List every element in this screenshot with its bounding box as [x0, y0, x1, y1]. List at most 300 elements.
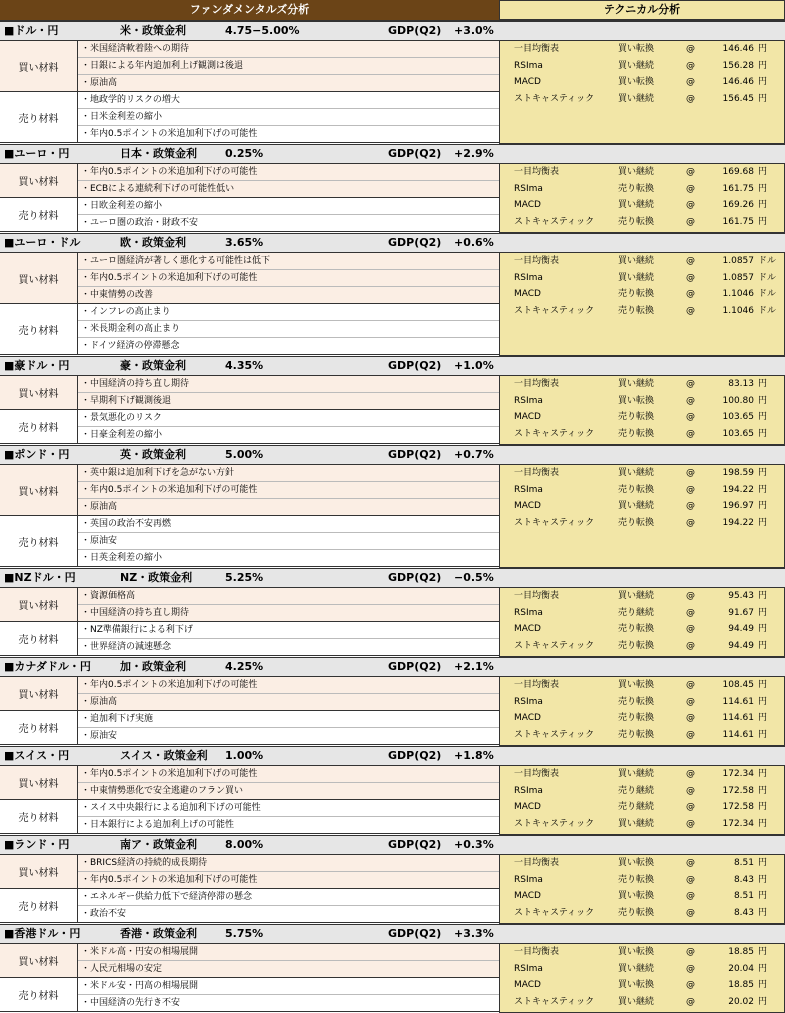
factor-item: ・米長期金利の高止まり [78, 321, 499, 338]
indicator-name: MACD [514, 624, 541, 634]
price-unit: 円 [758, 640, 768, 651]
price-value: 196.97 [722, 501, 754, 511]
indicator-name: RSIma [514, 183, 543, 194]
price-unit: 円 [758, 769, 768, 779]
sell-label: 売り材料 [0, 889, 78, 922]
technical-column [499, 253, 785, 356]
buy-label: 買い材料 [0, 465, 78, 515]
price-value: 18.85 [728, 980, 754, 990]
technical-row [500, 426, 784, 443]
factor-item: ・中国経済の先行き不安 [81, 998, 181, 1008]
indicator-name: RSIma [514, 785, 543, 796]
signal-status: 売り継続 [618, 802, 655, 812]
technical-row [500, 944, 784, 961]
technical-row [500, 91, 784, 108]
technical-row [500, 816, 784, 833]
price-value: 94.49 [728, 624, 754, 634]
signal-status: 買い継続 [618, 167, 655, 177]
price-value: 172.34 [722, 769, 754, 779]
gdp-label: GDP(Q2) [388, 359, 442, 372]
at-sign: @ [686, 501, 695, 511]
section-body [0, 944, 785, 1013]
signal-status: 売り転換 [618, 624, 655, 634]
at-sign: @ [686, 624, 695, 634]
section-title-row [0, 924, 785, 944]
gdp-value: +1.0% [454, 359, 494, 372]
price-unit: 円 [758, 874, 768, 885]
buy-label: 買い材料 [0, 677, 78, 710]
gdp-value: +3.3% [454, 927, 494, 940]
factor-item: ・年内0.5ポイントの米追加利下げの可能性 [78, 872, 499, 888]
at-sign: @ [686, 818, 695, 829]
factor-item: ・政治不安 [81, 909, 127, 919]
sell-label: 売り材料 [0, 516, 78, 566]
indicator-name: RSIma [514, 60, 543, 71]
indicator-name: 一目均衡表 [514, 680, 560, 690]
at-sign: @ [686, 77, 695, 87]
technical-column [499, 855, 785, 924]
factor-item: ・原油安 [81, 731, 118, 741]
currency-section [0, 746, 785, 835]
price-value: 83.13 [728, 379, 754, 389]
price-unit: 円 [758, 624, 768, 634]
factor-item: ・ドイツ経済の停滞懸念 [81, 341, 180, 351]
indicator-name: ストキャスティック [514, 818, 595, 829]
buy-label: 買い材料 [0, 376, 78, 409]
technical-row [500, 253, 784, 270]
at-sign: @ [686, 680, 695, 690]
signal-status: 買い継続 [618, 93, 655, 104]
price-value: 146.46 [722, 77, 754, 87]
price-value: 114.61 [722, 713, 754, 723]
factor-item: ・年内0.5ポイントの米追加利下げの可能性 [78, 270, 499, 287]
price-value: 8.43 [733, 907, 754, 918]
factor-item: ・インフレの高止まり [78, 304, 499, 321]
price-unit: 円 [758, 44, 768, 54]
technical-row [500, 694, 784, 711]
price-value: 94.49 [728, 640, 754, 651]
currency-section [0, 924, 785, 1013]
gdp-value: +0.3% [454, 838, 494, 851]
at-sign: @ [686, 289, 695, 299]
indicator-name: MACD [514, 891, 541, 901]
technical-row [500, 58, 784, 75]
at-sign: @ [686, 428, 695, 439]
technical-row [500, 498, 784, 515]
gdp-value: +0.7% [454, 448, 494, 461]
at-sign: @ [686, 216, 695, 227]
gdp-value: +2.1% [454, 660, 494, 673]
factor-item: ・年内0.5ポイントの米追加利下げの可能性 [78, 766, 499, 783]
price-unit: 円 [758, 395, 768, 406]
technical-row [500, 799, 784, 816]
price-unit: 円 [758, 379, 768, 389]
section-body [0, 253, 785, 356]
policy-rate-label: 日本・政策金利 [120, 147, 197, 160]
factor-item: ・日豪金利差の縮小 [81, 430, 163, 440]
factor-item: ・景気悪化のリスク [78, 410, 499, 427]
price-value: 1.1046 [722, 305, 754, 316]
policy-rate-label: 加・政策金利 [120, 660, 186, 673]
factor-item: ・米国経済軟着陸への期待 [78, 41, 499, 58]
buy-label: 買い材料 [0, 164, 78, 197]
price-unit: 円 [758, 200, 768, 210]
currency-section [0, 657, 785, 746]
section-body [0, 376, 785, 445]
technical-row [500, 783, 784, 800]
technical-row [500, 727, 784, 744]
signal-status: 買い継続 [618, 200, 655, 210]
signal-status: 買い転換 [618, 891, 655, 901]
price-unit: 円 [758, 729, 768, 740]
factor-item: ・追加利下げ実施 [78, 711, 499, 728]
signal-status: 売り継続 [618, 607, 655, 618]
indicator-name: ストキャスティック [514, 305, 595, 316]
factor-item: ・中国経済の持ち直し期待 [78, 605, 499, 621]
price-unit: 円 [758, 947, 768, 957]
signal-status: 売り転換 [618, 907, 655, 918]
buy-label: 買い材料 [0, 944, 78, 977]
signal-status: 買い転換 [618, 858, 655, 868]
at-sign: @ [686, 412, 695, 422]
price-value: 194.22 [722, 517, 754, 528]
indicator-name: ストキャスティック [514, 216, 595, 227]
price-value: 172.58 [722, 785, 754, 796]
at-sign: @ [686, 468, 695, 478]
technical-row [500, 588, 784, 605]
price-value: 172.58 [722, 802, 754, 812]
section-body [0, 588, 785, 657]
buy-factors [0, 376, 499, 410]
signal-status: 買い転換 [618, 44, 655, 54]
indicator-name: MACD [514, 77, 541, 87]
pair-name: ■ドル・円 [4, 24, 59, 37]
price-unit: 円 [758, 60, 768, 71]
indicator-name: MACD [514, 412, 541, 422]
currency-section [0, 356, 785, 445]
signal-status: 売り転換 [618, 412, 655, 422]
price-unit: 円 [758, 858, 768, 868]
gdp-label: GDP(Q2) [388, 838, 442, 851]
indicator-name: ストキャスティック [514, 996, 595, 1007]
sell-label: 売り材料 [0, 92, 78, 142]
gdp-value: −0.5% [454, 571, 494, 584]
section-title-row [0, 233, 785, 253]
factor-item: ・世界経済の減速懸念 [81, 642, 172, 652]
section-title-row [0, 21, 785, 41]
price-value: 1.0857 [722, 272, 754, 283]
factor-item: ・英国の政治不安再燃 [78, 516, 499, 533]
price-value: 161.75 [722, 216, 754, 227]
policy-rate-value: 5.25% [225, 571, 264, 584]
policy-rate-label: 米・政策金利 [120, 24, 186, 37]
technical-row [500, 164, 784, 181]
price-value: 8.43 [733, 874, 754, 885]
price-unit: ドル [758, 305, 777, 316]
technical-row [500, 409, 784, 426]
fundamentals-column [0, 588, 499, 656]
technical-row [500, 376, 784, 393]
signal-status: 売り転換 [618, 713, 655, 723]
price-value: 161.75 [722, 183, 754, 194]
policy-rate-value: 4.35% [225, 359, 264, 372]
policy-rate-label: 欧・政策金利 [120, 236, 186, 249]
indicator-name: MACD [514, 501, 541, 511]
price-unit: 円 [758, 428, 768, 439]
indicator-name: MACD [514, 713, 541, 723]
signal-status: 売り転換 [618, 696, 655, 707]
technical-column [499, 588, 785, 657]
technical-row [500, 994, 784, 1011]
factor-item: ・中国経済の持ち直し期待 [78, 376, 499, 393]
factor-item: ・原油高 [78, 499, 499, 515]
factor-item: ・年内0.5ポイントの米追加利下げの可能性 [81, 129, 258, 139]
price-unit: 円 [758, 785, 768, 796]
technical-row [500, 74, 784, 91]
gdp-label: GDP(Q2) [388, 749, 442, 762]
buy-factors [0, 677, 499, 711]
signal-status: 売り転換 [618, 484, 655, 495]
price-value: 114.61 [722, 729, 754, 740]
policy-rate-value: 5.75% [225, 927, 264, 940]
indicator-name: MACD [514, 289, 541, 299]
indicator-name: 一目均衡表 [514, 947, 560, 957]
buy-factors [0, 855, 499, 889]
factor-item: ・ユーロ圏経済が著しく悪化する可能性は低下 [78, 253, 499, 270]
currency-sections [0, 21, 785, 1013]
gdp-value: +1.8% [454, 749, 494, 762]
price-unit: 円 [758, 696, 768, 707]
price-value: 103.65 [722, 412, 754, 422]
buy-factors [0, 164, 499, 198]
price-unit: 円 [758, 468, 768, 478]
buy-label: 買い材料 [0, 41, 78, 91]
sell-label: 売り材料 [0, 978, 78, 1011]
price-value: 169.26 [722, 200, 754, 210]
at-sign: @ [686, 607, 695, 618]
gdp-value: +2.9% [454, 147, 494, 160]
sell-factors [0, 711, 499, 745]
factor-item: ・英中銀は追加利下げを急がない方針 [78, 465, 499, 482]
price-value: 95.43 [728, 591, 754, 601]
factor-item: ・年内0.5ポイントの米追加利下げの可能性 [78, 164, 499, 181]
technical-row [500, 766, 784, 783]
buy-label: 買い材料 [0, 253, 78, 303]
sell-factors [0, 304, 499, 355]
technical-column [499, 41, 785, 144]
technical-row [500, 465, 784, 482]
section-title-row [0, 144, 785, 164]
pair-name: ■豪ドル・円 [4, 359, 70, 372]
at-sign: @ [686, 167, 695, 177]
sell-label: 売り材料 [0, 304, 78, 354]
gdp-value: +0.6% [454, 236, 494, 249]
factor-item: ・スイス中央銀行による追加利下げの可能性 [78, 800, 499, 817]
header-row [0, 0, 785, 21]
indicator-name: 一目均衡表 [514, 44, 560, 54]
at-sign: @ [686, 200, 695, 210]
price-unit: 円 [758, 891, 768, 901]
at-sign: @ [686, 785, 695, 796]
sell-factors [0, 92, 499, 143]
gdp-label: GDP(Q2) [388, 571, 442, 584]
indicator-name: RSIma [514, 874, 543, 885]
price-unit: 円 [758, 167, 768, 177]
sell-factors [0, 800, 499, 834]
fundamentals-column [0, 41, 499, 143]
section-title-row [0, 445, 785, 465]
factor-item: ・原油高 [78, 75, 499, 91]
signal-status: 売り転換 [618, 729, 655, 740]
factor-item: ・早期利下げ観測後退 [78, 393, 499, 409]
signal-status: 買い継続 [618, 769, 655, 779]
at-sign: @ [686, 517, 695, 528]
signal-status: 売り転換 [618, 216, 655, 227]
indicator-name: RSIma [514, 607, 543, 618]
signal-status: 買い継続 [618, 379, 655, 389]
price-value: 20.04 [728, 963, 754, 974]
buy-label: 買い材料 [0, 588, 78, 621]
price-value: 198.59 [722, 468, 754, 478]
at-sign: @ [686, 44, 695, 54]
at-sign: @ [686, 256, 695, 266]
technical-row [500, 872, 784, 889]
at-sign: @ [686, 963, 695, 974]
at-sign: @ [686, 980, 695, 990]
at-sign: @ [686, 769, 695, 779]
section-title-row [0, 835, 785, 855]
policy-rate-label: スイス・政策金利 [120, 749, 208, 762]
price-unit: 円 [758, 963, 768, 974]
technical-row [500, 181, 784, 198]
gdp-value: +3.0% [454, 24, 494, 37]
indicator-name: 一目均衡表 [514, 167, 560, 177]
policy-rate-value: 4.25% [225, 660, 264, 673]
technical-row [500, 393, 784, 410]
section-body [0, 164, 785, 233]
currency-section [0, 835, 785, 924]
signal-status: 買い継続 [618, 996, 655, 1007]
policy-rate-value: 3.65% [225, 236, 264, 249]
policy-rate-label: 豪・政策金利 [120, 359, 186, 372]
sell-label: 売り材料 [0, 410, 78, 443]
sell-factors [0, 889, 499, 923]
policy-rate-label: 香港・政策金利 [120, 927, 197, 940]
pair-name: ■ユーロ・ドル [4, 236, 81, 249]
price-unit: 円 [758, 907, 768, 918]
technical-row [500, 286, 784, 303]
buy-factors [0, 588, 499, 622]
price-value: 156.45 [722, 93, 754, 104]
buy-factors [0, 465, 499, 516]
signal-status: 売り転換 [618, 874, 655, 885]
indicator-name: ストキャスティック [514, 517, 595, 528]
price-unit: 円 [758, 802, 768, 812]
technical-row [500, 977, 784, 994]
gdp-label: GDP(Q2) [388, 147, 442, 160]
signal-status: 買い継続 [618, 468, 655, 478]
signal-status: 買い転換 [618, 980, 655, 990]
factor-item: ・BRICS経済の持続的成長期待 [78, 855, 499, 872]
fundamentals-column [0, 855, 499, 923]
price-unit: ドル [758, 289, 777, 299]
buy-label: 買い材料 [0, 766, 78, 799]
price-value: 1.1046 [722, 289, 754, 299]
pair-name: ■ユーロ・円 [4, 147, 70, 160]
pair-name: ■NZドル・円 [4, 571, 76, 584]
at-sign: @ [686, 907, 695, 918]
technical-row [500, 197, 784, 214]
factor-item: ・NZ準備銀行による利下げ [78, 622, 499, 639]
fundamentals-column [0, 677, 499, 745]
policy-rate-value: 4.75−5.00% [225, 24, 300, 37]
technical-column [499, 465, 785, 568]
indicator-name: ストキャスティック [514, 729, 595, 740]
price-unit: 円 [758, 980, 768, 990]
price-value: 146.46 [722, 44, 754, 54]
signal-status: 買い継続 [618, 60, 655, 71]
policy-rate-value: 8.00% [225, 838, 264, 851]
fundamentals-column [0, 944, 499, 1012]
indicator-name: ストキャスティック [514, 907, 595, 918]
indicator-name: ストキャスティック [514, 93, 595, 104]
technical-row [500, 621, 784, 638]
at-sign: @ [686, 858, 695, 868]
sell-factors [0, 622, 499, 656]
signal-status: 買い継続 [618, 501, 655, 511]
technical-column [499, 164, 785, 233]
sell-factors [0, 198, 499, 232]
pair-name: ■香港ドル・円 [4, 927, 81, 940]
technical-row [500, 638, 784, 655]
sell-factors [0, 410, 499, 444]
section-body [0, 41, 785, 144]
technical-row [500, 855, 784, 872]
indicator-name: RSIma [514, 963, 543, 974]
indicator-name: MACD [514, 200, 541, 210]
fundamentals-column [0, 465, 499, 567]
factor-item: ・年内0.5ポイントの米追加利下げの可能性 [78, 482, 499, 499]
signal-status: 売り転換 [618, 289, 655, 299]
policy-rate-value: 1.00% [225, 749, 264, 762]
price-unit: 円 [758, 818, 768, 829]
indicator-name: RSIma [514, 696, 543, 707]
signal-status: 買い転換 [618, 947, 655, 957]
factor-item: ・原油安 [78, 533, 499, 550]
currency-section [0, 568, 785, 657]
factor-item: ・日欧金利差の縮小 [78, 198, 499, 215]
fundamentals-column [0, 164, 499, 232]
buy-label: 買い材料 [0, 855, 78, 888]
price-unit: 円 [758, 517, 768, 528]
factor-item: ・資源価格高 [78, 588, 499, 605]
at-sign: @ [686, 379, 695, 389]
price-value: 8.51 [733, 858, 754, 868]
policy-rate-value: 0.25% [225, 147, 264, 160]
price-unit: ドル [758, 272, 777, 283]
price-unit: 円 [758, 591, 768, 601]
at-sign: @ [686, 272, 695, 283]
technical-row [500, 905, 784, 922]
indicator-name: 一目均衡表 [514, 379, 560, 389]
price-value: 114.61 [722, 696, 754, 707]
pair-name: ■カナダドル・円 [4, 660, 91, 673]
signal-status: 売り継続 [618, 785, 655, 796]
factor-item: ・原油高 [78, 694, 499, 710]
price-unit: 円 [758, 412, 768, 422]
price-value: 8.51 [733, 891, 754, 901]
at-sign: @ [686, 696, 695, 707]
